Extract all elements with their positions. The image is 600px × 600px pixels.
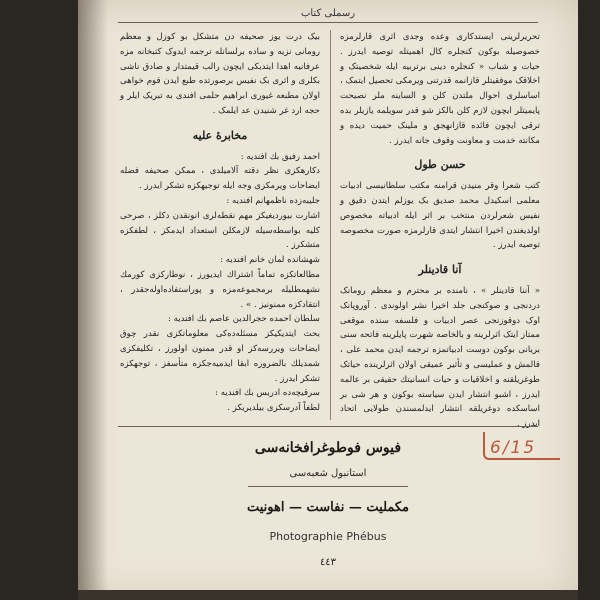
correspondence-addressee: سلطان احمده حجرالدین عاصم بك افندیه : (167, 314, 320, 325)
right-column (340, 30, 540, 432)
page-bottom-edge (78, 590, 578, 600)
correspondence-body: دکارهکزی نظر دقته آلامیلدی ، ممکن صحیفه فضله ایضاحات ویرمکزی وجه ایله توجیهکزه تشکر ایدرز . (120, 166, 320, 192)
correspondence-body: مطالعاتکزه تماماً اشتراك ايديورز ، نوطارکزی کورمك نشهمطلیله برمجموعه‌مزه و پوراستفاده‌اوله‌جقدر ، انتقادکزه ممنونیز . » . (120, 269, 320, 310)
correspondence-addressee: جلیبه‌زده ناظمهانم افندیه : (226, 195, 320, 206)
correspondence-addressee: شهشانده لمان خانم افندیه : (220, 255, 320, 266)
column-divider (330, 30, 331, 420)
correspondence-addressee: سرقیچه‌ده ادریس بك افندیه : (215, 388, 320, 399)
left-paragraph-1: بیک درت یوز صحیفه دن متشکل بو کوزل و معظم رومانی نزیه و ساده برلسانله ترجمه ایدوک کتبخانه مزه عرفانیه اهدا ایتدیکی ایچون رالب قیمتدار و صادق ناشی بکلری و اثری بک نفیس برصورتده طبع ایدن قوم خواهی اولان مطبعه غیوری ابراهیم حلمی افندی به تبریک ایلر و حجه ارد غر شنیدن عد ایلمک . (120, 32, 320, 116)
right-paragraph-3: « آننا قادینلر » ، نامنده بر محترم و معظم رومانک دردنجی و صوکنجی جلد اخیرا نشر اولوندی . آوروپانک اوک دوقوزنجی عصر ادبیات و فلسفه سنده موقعی ممتاز ایتک اثرلرینه و بالخاصه شهرت پایلرینه فاتحه سنی بریانی بوکون دوست ادبیاتمزه ترجمه ایدن محمد علی ، قالمش و عملیسی و تأثیر عمیقی اولان اثرلرینده حیاتک طوغریلقنه و اخلاقیات و حیات انسانیتك حقیقی بر عالمه ایدرز ، اشبو انتشار ایدن سیاسته بوکون و هر شی بر اساسکده دوغریلقه انتشار ایدلمسندن طولایی اتحاد ایدرز . (340, 285, 540, 430)
top-rule (118, 22, 538, 23)
advertisement-rule (118, 426, 538, 427)
left-column (120, 30, 320, 416)
advertisement-slogan: مکملیت — نفاست — اهونیت (246, 500, 410, 515)
correspondence-addressee: احمد رفیق بك افندیه : (240, 151, 320, 162)
section-heading-muhabere: مخابرهٔ عليه (192, 128, 248, 142)
right-paragraph-1: تحریرلرینی ایستدکاری وعده وجدی اثری قارلرمزه خصوصیله بوکون کنجلره کال اهمیتله توصیه ایدرز . حیات و شباب « کنجلره دینی برتربیه ایله شخصیتک و اخلاقک موفقیتلر قازانمه قدرتنی ویرمکی تحصیل ایتمک ، اساسلری احوال ملتدن کلن و الساینه ملر نصیحت پایمیتلر ایچون لازم کلن بالکز شو قدر سویلمه یازیلر بده ترقی ایچون فائده قازانهجق و ملینک حمیت دیده و مکانته خدمت و معاونت وقوف جانه ایدرز . (340, 32, 540, 146)
running-head: رسملی کتاب (300, 8, 356, 19)
section-heading-ana-kadinlar: آنا قادینلر (418, 263, 462, 277)
correspondence-body: لطفاً آدرسکزی بیلدیریکز . (227, 403, 320, 414)
advertisement-divider (248, 486, 408, 487)
right-paragraph-2: کتب شعرا وقر منیدن قرامنه مکتب سلطانیسی ادبیات معلمی اسکیدل محمد صدیق بک یوزلم ایتدن دقیق و نفیس شعرلردن منتخب بر اثر ایله ادبیاته مخصوص اولدیغندن اخیرا انتشار ایتدی قارلرمزه صورت مخصوصه توصیه ایدرز . (340, 181, 540, 251)
correspondence-body: بحث ایتدیکیکز مسئله‌ده‌کی معلوماتکزی نقدر چوق ایضاحات ویررسه‌کز او قدر ممنون اولورز ، تکلیفکزی شمدیلك بالضروره ابقا ایدمیه‌جکزه متأسفز ، توجهکزه تشکر ایدرز . (120, 329, 320, 384)
handwritten-note: 6/15 (490, 438, 537, 458)
section-heading-husn-tul: حسن طول (414, 158, 466, 172)
advertisement-latin-name: Photographie Phébus (269, 530, 387, 543)
document-page (78, 0, 578, 600)
page-number: ٤٤٣ (319, 557, 337, 568)
correspondence-body: اشارت بیوردیغیکز مهم نقطه‌لری انونقدن دکلز ، صرحی کلیه بواسطه‌سیله لازمکلن استعداد ایدمکز ، لطفکزه متشکرز . (120, 210, 320, 251)
advertisement-title: فیوس فوطوغرافخانه‌سی (254, 440, 402, 456)
advertisement-subtitle: استانبول شعبه‌سی (289, 468, 367, 479)
